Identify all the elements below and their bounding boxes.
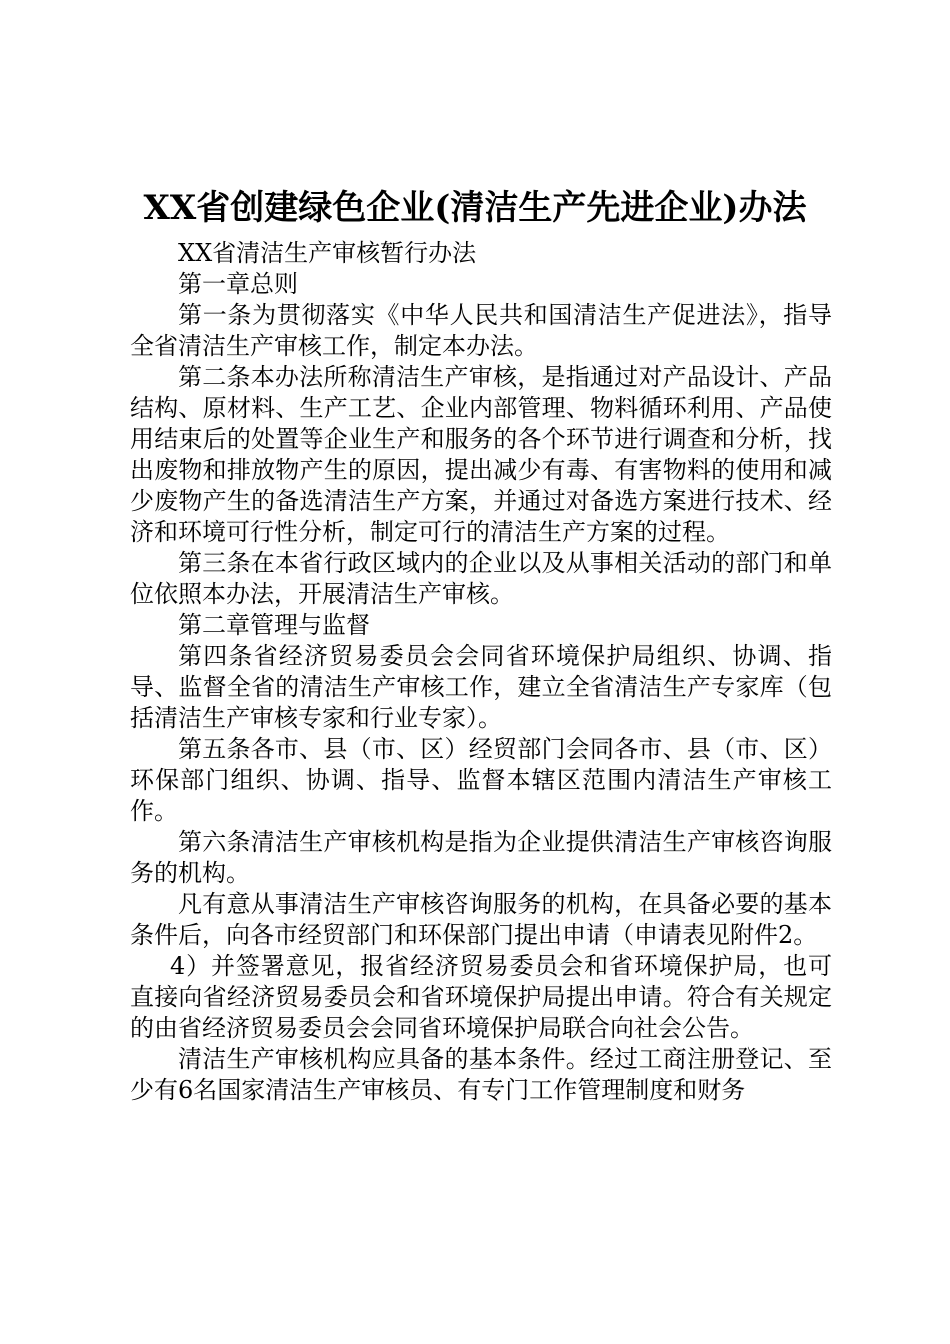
- paragraph-subtitle: XX省清洁生产审核暂行办法: [178, 239, 477, 267]
- paragraph-conditions: 清洁生产审核机构应具备的基本条件。经过工商注册登记、至少有6名国家清洁生产审核员、有专门工作管理制度和财务: [130, 1045, 832, 1104]
- paragraph-article-2: 第二条本办法所称清洁生产审核，是指通过对产品设计、产品结构、原材料、生产工艺、企业内部管理、物料循环利用、产品使用结束后的处置等企业生产和服务的各个环节进行调查和分析，找出废物和排放物产生的原因，提出减少有毒、有害物料的使用和减少废物产生的备选清洁生产方案，并通过对备选方案进行技术、经济和环境可行性分析，制定可行的清洁生产方案的过程。: [130, 363, 832, 546]
- paragraph-chapter-1: 第一章总则: [178, 270, 298, 298]
- document-title: XX省创建绿色企业(清洁生产先进企业)办法: [143, 188, 807, 228]
- paragraph-chapter-2: 第二章管理与监督: [178, 611, 370, 639]
- paragraph-article-1: 第一条为贯彻落实《中华人民共和国清洁生产促进法》，指导全省清洁生产审核工作，制定本办法。: [130, 301, 832, 360]
- paragraph-application: 凡有意从事清洁生产审核咨询服务的机构，在具备必要的基本条件后，向各市经贸部门和环保部门提出申请（申请表见附件2。: [130, 890, 832, 949]
- paragraph-article-3: 第三条在本省行政区域内的企业以及从事相关活动的部门和单位依照本办法，开展清洁生产审核。: [130, 549, 832, 608]
- document-body: [130, 238, 832, 1106]
- paragraph-article-6: 第六条清洁生产审核机构是指为企业提供清洁生产审核咨询服务的机构。: [130, 828, 832, 887]
- paragraph-article-4: 第四条省经济贸易委员会会同省环境保护局组织、协调、指导、监督全省的清洁生产审核工作，建立全省清洁生产专家库（包括清洁生产审核专家和行业专家）。: [130, 642, 832, 732]
- paragraph-article-5: 第五条各市、县（市、区）经贸部门会同各市、县（市、区）环保部门组织、协调、指导、监督本辖区范围内清洁生产审核工作。: [130, 735, 832, 825]
- paragraph-application-cont: 4）并签署意见，报省经济贸易委员会和省环境保护局，也可直接向省经济贸易委员会和省环境保护局提出申请。符合有关规定的由省经济贸易委员会会同省环境保护局联合向社会公告。: [130, 952, 832, 1042]
